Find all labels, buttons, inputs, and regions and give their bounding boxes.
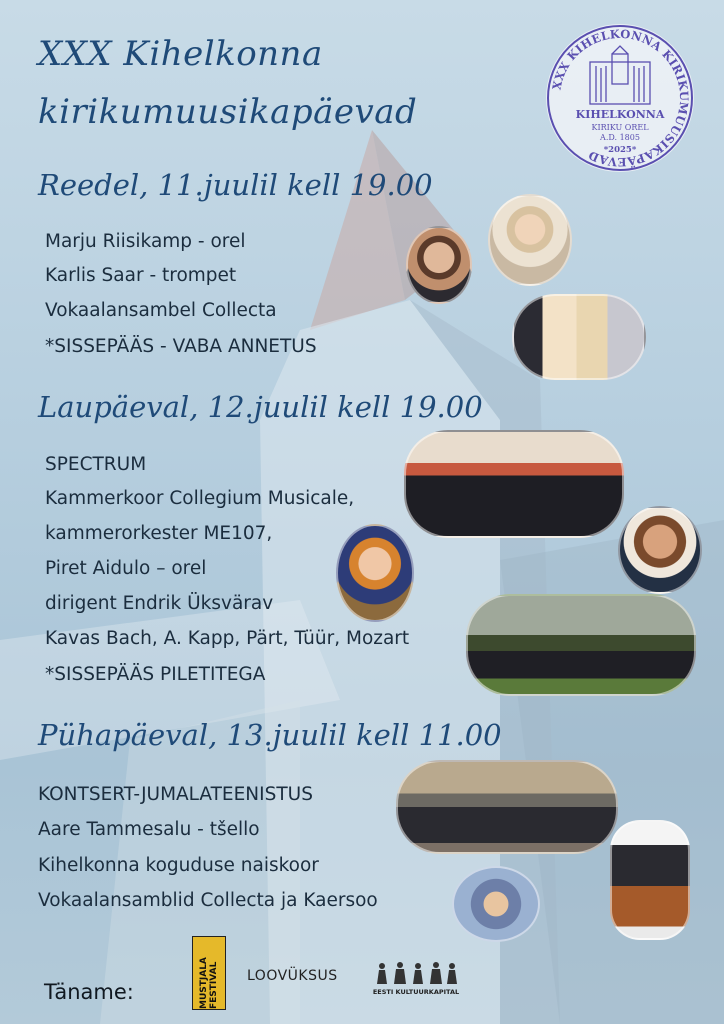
event2-line: Piret Aidulo – orel [45, 558, 207, 579]
sponsor-logo-eesti-kultuurkapital [372, 960, 460, 1000]
event3-line: Aare Tammesalu - tšello [38, 819, 260, 840]
event1-line: Marju Riisikamp - orel [45, 231, 246, 252]
event2-heading: Laupäeval, 12.juulil kell 19.00 [38, 390, 483, 424]
seal-name: KIHELKONNA [575, 108, 665, 121]
festival-seal-logo [544, 22, 696, 174]
figures-icon [372, 960, 460, 988]
photo-conductor [618, 506, 702, 594]
event3-line: Kihelkonna koguduse naiskoor [38, 855, 319, 876]
photo-choir-collegium-musicale [404, 430, 624, 538]
sponsor-kulka-text: EESTI KULTUURKAPITAL [372, 988, 460, 996]
photo-vocal-ensemble-collecta [512, 294, 646, 380]
photo-cellist [610, 820, 690, 940]
photo-womens-choir [396, 760, 618, 854]
festival-title-line1: XXX Kihelkonna [38, 34, 323, 74]
event2-line: dirigent Endrik Üksvärav [45, 593, 274, 614]
event2-line: SPECTRUM [45, 454, 147, 475]
photo-organist [488, 194, 572, 286]
event3-heading: Pühapäeval, 13.juulil kell 11.00 [38, 718, 502, 752]
event2-line: Kavas Bach, A. Kapp, Pärt, Tüür, Mozart [45, 628, 410, 649]
festival-title-line2: kirikumuusikapäevad [38, 92, 418, 132]
photo-orchestra-me107 [466, 594, 696, 696]
seal-sub2: A.D. 1805 [600, 133, 640, 142]
photo-piret-aidulo [336, 524, 414, 622]
event1-line: Vokaalansambel Collecta [45, 300, 277, 321]
thanks-label: Täname: [44, 980, 134, 1004]
sponsor-logo-loovyksus: LOOVÜKSUS [247, 968, 338, 984]
seal-sub1: KIRIKU OREL [591, 123, 649, 132]
event2-line: Kammerkoor Collegium Musicale, [45, 488, 355, 509]
seal-year: *2025* [603, 145, 637, 155]
event3-line: KONTSERT-JUMALATEENISTUS [38, 784, 313, 805]
event2-line: *SISSEPÄÄS PILETITEGA [45, 664, 266, 685]
event1-line: Karlis Saar - trompet [45, 265, 237, 286]
photo-vocal-ensembles [452, 866, 540, 942]
photo-trumpeter [406, 226, 472, 304]
sponsor-logo-mustjala-festival: MUSTJALA FESTIVAL [192, 936, 226, 1010]
event1-line: *SISSEPÄÄS - VABA ANNETUS [45, 336, 317, 357]
seal-ring-text: XXX KIHELKONNA KIRIKUMUUSIKAPÄEVAD [549, 26, 692, 170]
event1-heading: Reedel, 11.juulil kell 19.00 [38, 168, 433, 202]
event3-line: Vokaalansamblid Collecta ja Kaersoo [38, 890, 378, 911]
event2-line: kammerorkester ME107, [45, 523, 273, 544]
